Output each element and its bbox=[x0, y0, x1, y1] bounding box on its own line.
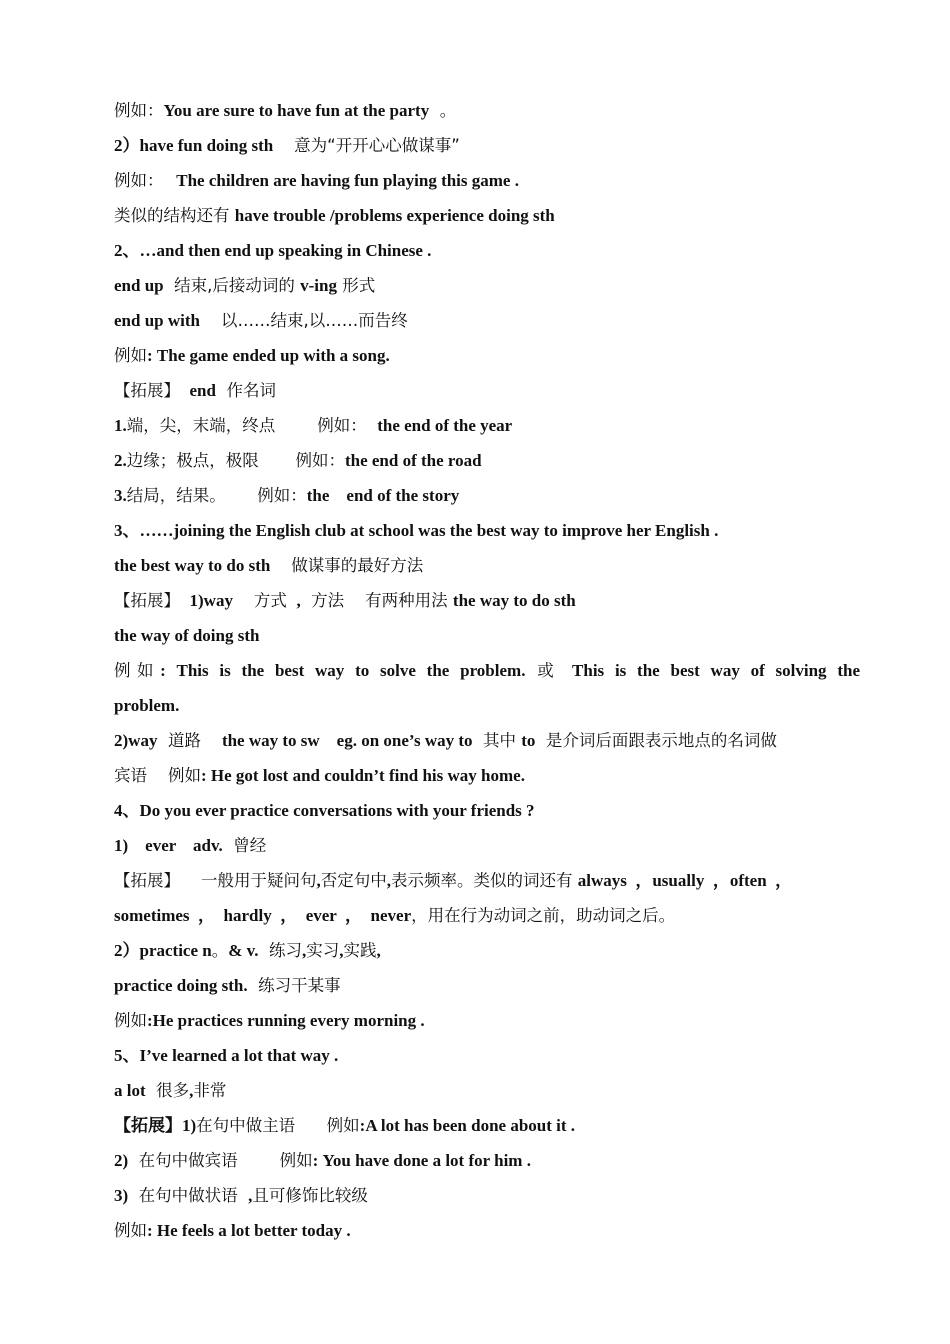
section-heading: 3、……joining the English club at school was the best way to improve her English . bbox=[114, 521, 719, 540]
extension-line: 2) 在句中做宾语 例如: You have done a lot for him . bbox=[114, 1151, 531, 1170]
phrase-line: end up 结束,后接动词的 v-ing 形式 bbox=[114, 276, 376, 295]
phrase-line: 2）have fun doing sth 意为“开开心心做谋事” bbox=[114, 136, 460, 155]
definition-line: 2.边缘；极点，极限 例如：the end of the road bbox=[114, 451, 482, 470]
extension-line: 【拓展】 1)way 方式 , 方法 有两种用法 the way to do sth bbox=[114, 591, 576, 610]
section-heading: 4、Do you ever practice conversations with your friends ? bbox=[114, 801, 535, 820]
section-heading: 2、…and then end up speaking in Chinese . bbox=[114, 241, 432, 260]
example-line: 例如: This is the best way to solve the problem. 或 This is the best way of solving the bbox=[114, 661, 860, 680]
example-line: 宾语 例如: He got lost and couldn’t find his way home. bbox=[114, 766, 525, 785]
phrase-line: 1) ever adv. 曾经 bbox=[114, 836, 267, 855]
example-line: 例如:He practices running every morning . bbox=[114, 1011, 425, 1030]
definition-line: 3.结局，结果。 例如：the end of the story bbox=[114, 486, 460, 505]
extension-line: 【拓展】 一般用于疑问句,否定句中,表示频率。类似的词还有 always ，usually ，often ， bbox=[114, 871, 793, 890]
extension-continuation: sometimes ， hardly ， ever ， never，用在行为动词之前，助动词之后。 bbox=[114, 906, 676, 925]
phrase-line: the way of doing sth bbox=[114, 626, 260, 645]
phrase-line: the best way to do sth 做谋事的最好方法 bbox=[114, 556, 424, 575]
definition-line: 1.端，尖，末端，终点 例如： the end of the year bbox=[114, 416, 513, 435]
example-line: 例如： The children are having fun playing this game . bbox=[114, 171, 519, 190]
example-line: 例如: The game ended up with a song. bbox=[114, 346, 390, 365]
extension-line: 【拓展】 end 作名词 bbox=[114, 381, 276, 400]
phrase-line: practice doing sth. 练习干某事 bbox=[114, 976, 341, 995]
example-continuation: problem. bbox=[114, 696, 180, 715]
section-heading: 5、I’ve learned a lot that way . bbox=[114, 1046, 339, 1065]
example-line: 例如：You are sure to have fun at the party 。 bbox=[114, 101, 457, 120]
example-line: 例如: He feels a lot better today . bbox=[114, 1221, 351, 1240]
similar-structure-line: 类似的结构还有 have trouble /problems experience doing sth bbox=[114, 206, 555, 225]
extension-line: 【拓展】1)在句中做主语 例如:A lot has been done about it . bbox=[114, 1116, 576, 1135]
extension-line: 3) 在句中做状语 ,且可修饰比较级 bbox=[114, 1186, 368, 1205]
phrase-line: a lot 很多,非常 bbox=[114, 1081, 227, 1100]
phrase-line: 2)way 道路 the way to sw eg. on one’s way to 其中 to 是介词后面跟表示地点的名词做 bbox=[114, 731, 777, 750]
phrase-line: 2）practice n。& v. 练习,实习,实践, bbox=[114, 941, 381, 960]
phrase-line: end up with 以……结束,以……而告终 bbox=[114, 311, 408, 330]
